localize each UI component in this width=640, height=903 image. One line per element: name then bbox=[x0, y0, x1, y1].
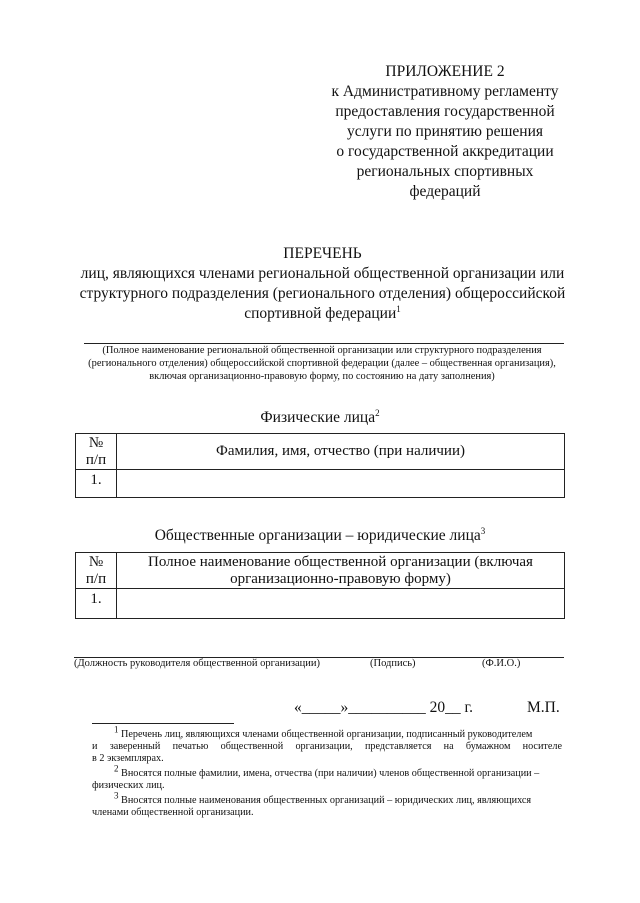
header-text: п/п bbox=[85, 451, 107, 468]
appendix-line: о государственной аккредитации bbox=[336, 143, 554, 160]
footnote-text: Вносятся полные фамилии, имена, отчества (при наличии) членов общественной организации – bbox=[121, 768, 540, 779]
stamp-place: М.П. bbox=[527, 699, 560, 716]
date-field[interactable]: «_____»__________ 20__ г. bbox=[294, 699, 473, 716]
footnote-text: Перечень лиц, являющихся членами общественной организации, подписанный руководителем bbox=[121, 729, 533, 740]
appendix-line: услуги по принятию решения bbox=[346, 123, 543, 140]
appendix-line: региональных спортивных bbox=[356, 163, 534, 180]
footnote-line: членами общественной организации. bbox=[92, 807, 254, 818]
table-row bbox=[76, 470, 565, 498]
fio-caption: (Ф.И.О.) bbox=[482, 658, 521, 669]
footnote-mark: 3 bbox=[114, 790, 119, 801]
footnote-mark: 1 bbox=[114, 724, 119, 735]
appendix-line: к Административному регламенту bbox=[331, 83, 559, 100]
footnote-2 bbox=[92, 763, 562, 792]
name-entry-cell[interactable] bbox=[117, 470, 565, 498]
position-caption: (Должность руководителя общественной организации) bbox=[74, 658, 320, 669]
table-row bbox=[76, 589, 565, 619]
header-text: № bbox=[88, 553, 104, 570]
document-title bbox=[70, 244, 575, 324]
footnote-1 bbox=[92, 724, 562, 765]
title-main: ПЕРЕЧЕНЬ bbox=[283, 245, 362, 262]
appendix-line: ПРИЛОЖЕНИЕ 2 bbox=[385, 63, 505, 80]
section-title-text: Общественные организации – юридические лица bbox=[154, 527, 481, 544]
table-header-row bbox=[76, 553, 565, 589]
header-cell-number bbox=[76, 553, 117, 589]
footnote-ref: 2 bbox=[375, 407, 380, 418]
footnote-ref: 3 bbox=[480, 525, 486, 536]
org-name-caption bbox=[72, 344, 572, 383]
row-number-cell: 1. bbox=[76, 470, 117, 498]
header-text: п/п bbox=[85, 570, 107, 587]
individuals-table bbox=[75, 433, 565, 498]
caption-line: (Полное наименование региональной общественной организации или структурного подразделения bbox=[102, 345, 542, 356]
title-line bbox=[70, 304, 575, 324]
header-text: Полное наименование общественной организации (включая bbox=[148, 553, 533, 570]
signature-caption: (Подпись) bbox=[370, 658, 416, 669]
header-text: организационно-правовую форму) bbox=[230, 570, 451, 587]
appendix-line: предоставления государственной bbox=[335, 103, 555, 120]
footnote-3 bbox=[92, 790, 562, 819]
row-number-cell: 1. bbox=[76, 589, 117, 619]
footnote-line: физических лиц. bbox=[92, 780, 165, 791]
title-line-text: спортивной федерации bbox=[244, 305, 397, 322]
footnote-text: Вносятся полные наименования общественных организаций – юридических лиц, являющихся bbox=[121, 795, 532, 806]
caption-line: (регионального отделения) общероссийской спортивной федерации (далее – общественная организация), bbox=[88, 358, 556, 369]
title-line: лиц, являющихся членами региональной общественной организации или bbox=[80, 265, 565, 282]
footnote-ref: 1 bbox=[396, 303, 401, 314]
title-line: структурного подразделения (регионального отделения) общероссийской bbox=[79, 285, 566, 302]
name-entry-cell[interactable] bbox=[117, 589, 565, 619]
footnote-line bbox=[92, 763, 562, 780]
footnote-mark: 2 bbox=[114, 763, 119, 774]
footnote-line bbox=[92, 790, 562, 807]
header-text: № bbox=[88, 434, 104, 451]
footnote-line: в 2 экземплярах. bbox=[92, 753, 164, 764]
section-title-text: Физические лица bbox=[260, 409, 376, 426]
header-cell-name: Фамилия, имя, отчество (при наличии) bbox=[117, 434, 565, 470]
footnote-line bbox=[92, 724, 562, 741]
table-header-row bbox=[76, 434, 565, 470]
section-title-individuals bbox=[180, 409, 460, 427]
header-cell-name bbox=[117, 553, 565, 589]
header-cell-number bbox=[76, 434, 117, 470]
section-title-organizations bbox=[140, 527, 500, 545]
appendix-line: федераций bbox=[409, 183, 481, 200]
appendix-header bbox=[330, 62, 560, 202]
caption-line: включая организационно-правовую форму, по состоянию на дату заполнения) bbox=[149, 371, 495, 382]
organizations-table bbox=[75, 552, 565, 619]
footnote-line: и заверенный печатью общественной организации, представляется на бумажном носителе bbox=[92, 741, 562, 752]
